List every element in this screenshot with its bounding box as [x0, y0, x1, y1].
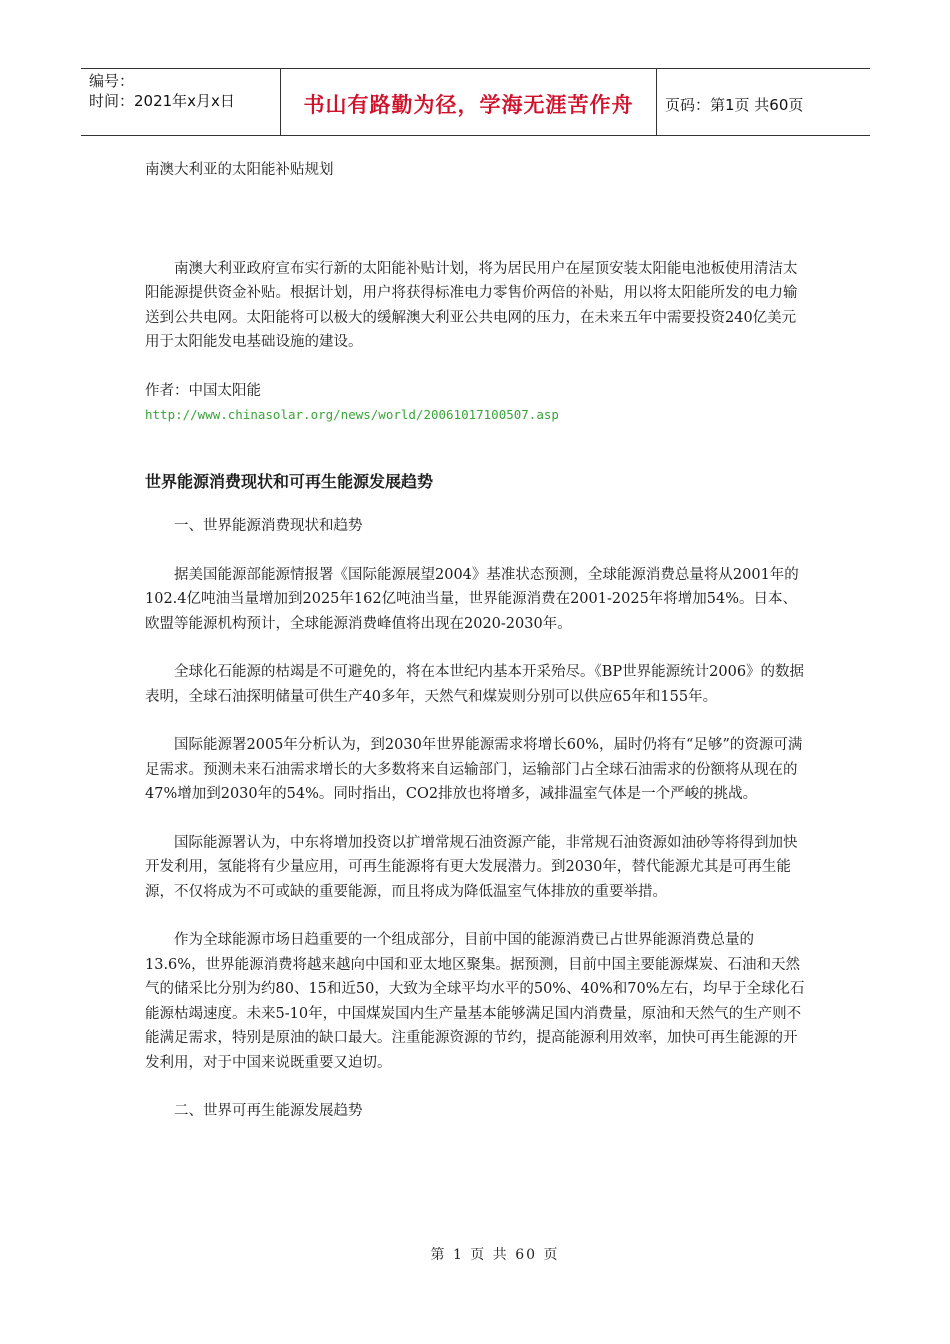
- author-line: 作者：中国太阳能: [145, 382, 261, 399]
- doc-title: 南澳大利亚的太阳能补贴规划: [145, 162, 334, 178]
- section-title: 世界能源消费现状和可再生能源发展趋势: [145, 471, 434, 491]
- header-page-label: 页码：第1页 共60页: [665, 95, 804, 114]
- header-motto: 书山有路勤为径，学海无涯苦作舟: [281, 69, 657, 135]
- document-body: [145, 158, 807, 1124]
- number-label: 编号：: [89, 72, 135, 90]
- paragraph-1: 据美国能源部能源情报署《国际能源展望2004》基准状态预测，全球能源消费总量将从2001年的102.4亿吨油当量增加到2025年162亿吨油当量，世界能源消费在2001-2025年将增加54%。日本、欧盟等能源机构预计，全球能源消费峰值将出现在2020-2030年。: [145, 566, 799, 632]
- subheading-2: 二、世界可再生能源发展趋势: [174, 1103, 363, 1119]
- paragraph-2: 全球化石能源的枯竭是不可避免的，将在本世纪内基本开采殆尽。《BP世界能源统计2006》的数据表明，全球石油探明储量可供生产40多年，天然气和煤炭则分别可以供应65年和155年。: [145, 664, 805, 705]
- date-label: 时间：2021年x月x日: [89, 92, 235, 110]
- paragraph-4: 国际能源署认为，中东将增加投资以扩增常规石油资源产能，非常规石油资源如油砂等将得到加快开发利用，氢能将有少量应用，可再生能源将有更大发展潜力。到2030年，替代能源尤其是可再生能源，不仅将成为不可或缺的重要能源，而且将成为降低温室气体排放的重要举措。: [145, 834, 798, 900]
- subheading-1: 一、世界能源消费现状和趋势: [174, 518, 363, 534]
- paragraph-5: 作为全球能源市场日趋重要的一个组成部分，目前中国的能源消费已占世界能源消费总量的13.6%，世界能源消费将越来越向中国和亚太地区聚集。据预测，目前中国主要能源煤炭、石油和天然气的储采比分别为约80、15和近50，大致为全球平均水平的50%、40%和70%左右，均早于全球化石能源枯竭速度。未来5-10年，中国煤炭国内生产量基本能够满足国内消费量，原油和天然气的生产则不能满足需求，特别是原油的缺口最大。注重能源资源的节约，提高能源利用效率，加快可再生能源的开发利用，对于中国来说既重要又迫切。: [145, 932, 805, 1071]
- header-meta: [81, 69, 281, 135]
- page-header: [81, 68, 870, 136]
- intro-paragraph: 南澳大利亚政府宣布实行新的太阳能补贴计划，将为居民用户在屋顶安装太阳能电池板使用清洁太阳能源提供资金补贴。根据计划，用户将获得标准电力零售价两倍的补贴，用以将太阳能所发的电力输送到公共电网。太阳能将可以极大的缓解澳大利亚公共电网的压力，在未来五年中需要投资240亿美元用于太阳能发电基础设施的建设。: [145, 260, 798, 350]
- source-link[interactable]: http://www.chinasolar.org/news/world/20061017100507.asp: [145, 407, 559, 422]
- paragraph-3: 国际能源署2005年分析认为，到2030年世界能源需求将增长60%，届时仍将有“足够”的资源可满足需求。预测未来石油需求增长的大多数将来自运输部门，运输部门占全球石油需求的份额将从现在的47%增加到2030年的54%。同时指出，CO2排放也将增多，减排温室气体是一个严峻的挑战。: [145, 737, 803, 802]
- page-footer: 第 1 页 共 60 页: [430, 1247, 560, 1263]
